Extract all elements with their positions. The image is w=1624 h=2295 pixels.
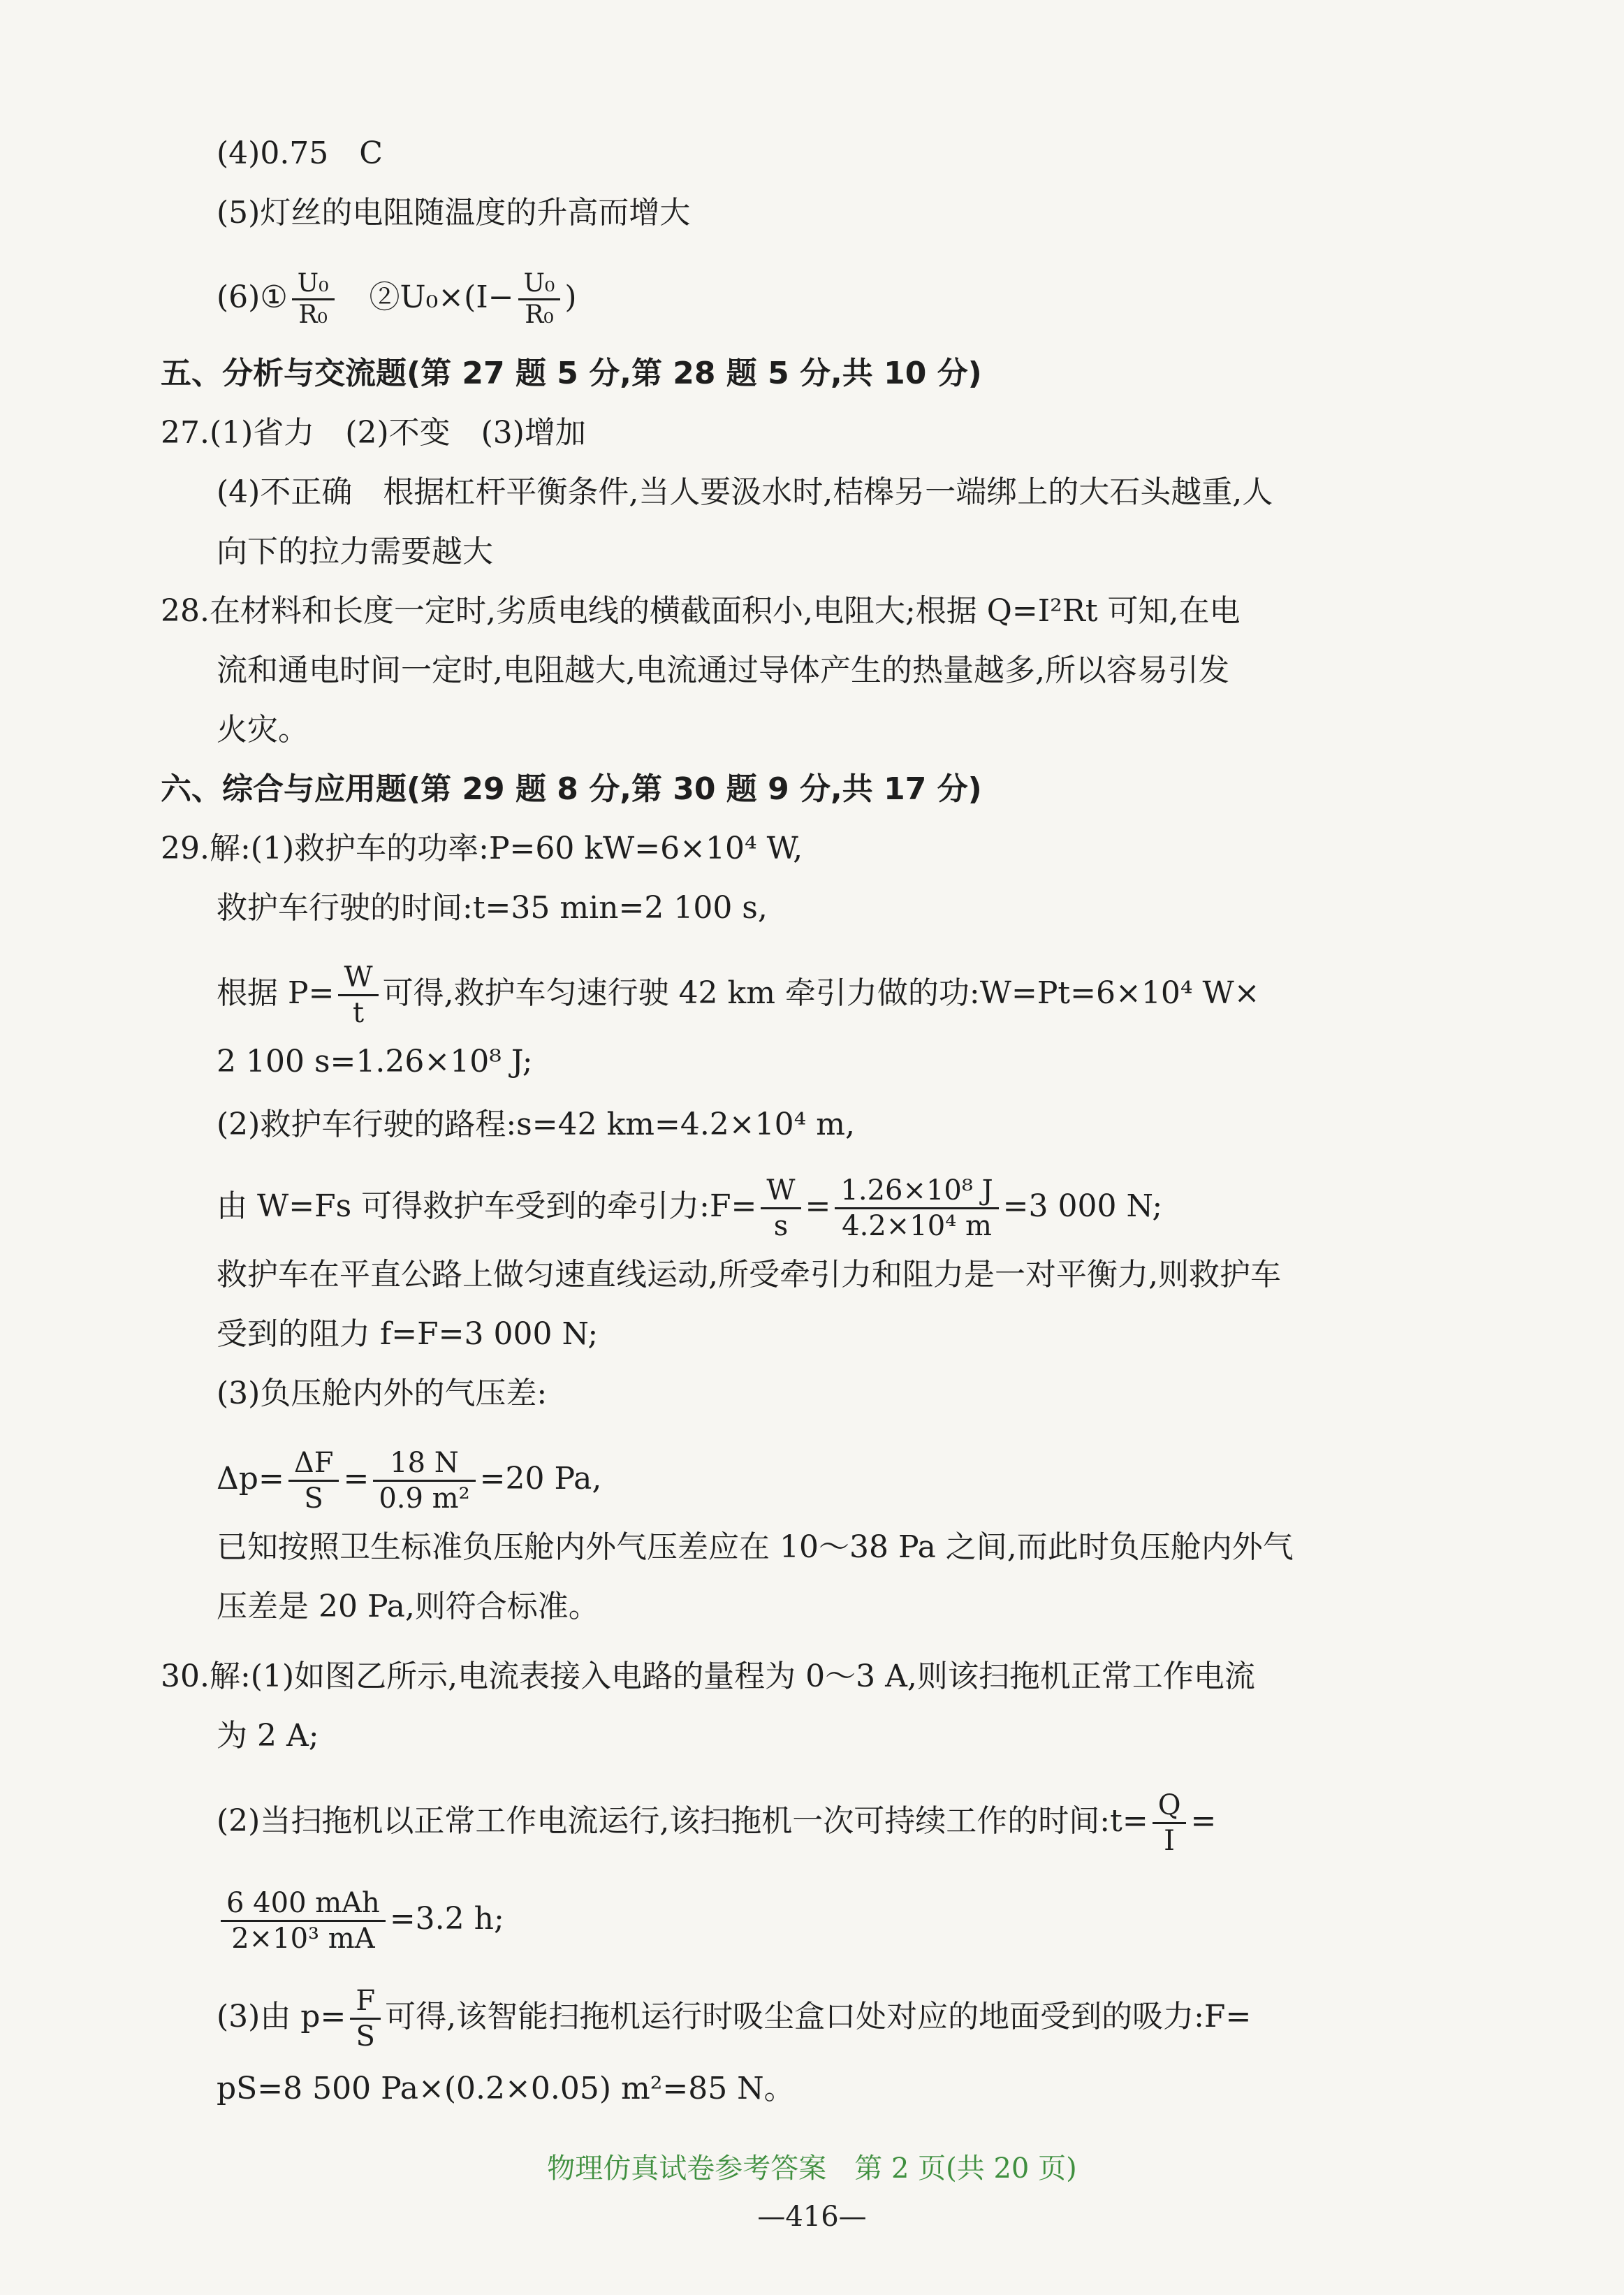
fraction-u0-r0: $\frac{\text{U₀}}{\text{R₀}}$ <box>292 269 335 330</box>
q29-line-8: 受到的阻力 f=F=3 000 N; <box>217 1316 599 1352</box>
q29-line-5: (2)救护车行驶的路程:s=42 km=4.2×10⁴ m, <box>217 1107 855 1142</box>
q28-line-1: 28.在材料和长度一定时,劣质电线的横截面积小,电阻大;根据 Q=I²Rt 可知,在电 <box>161 593 1241 629</box>
fraction-f-s: $\frac{F}{S}$ <box>350 1984 381 2053</box>
answer-4: (4)0.75 C <box>217 136 383 171</box>
q30-line-3: (2)当扫拖机以正常工作电流运行,该扫拖机一次可持续工作的时间:t= $\frac{Q}{I}$ = <box>217 1789 1217 1857</box>
q29-line-3: 根据 P= $\frac{W}{t}$ 可得,救护车匀速行驶 42 km 牵引力做的功:W=Pt=6×10⁴ W× <box>217 961 1260 1029</box>
answer-5: (5)灯丝的电阻随温度的升高而增大 <box>217 195 691 231</box>
footer-title: 物理仿真试卷参考答案 第 2 页(共 20 页) <box>547 2152 1077 2185</box>
section-6-heading: 六、综合与应用题(第 29 题 8 分,第 30 题 9 分,共 17 分) <box>161 771 982 807</box>
q27-line-3: 向下的拉力需要越大 <box>217 534 493 569</box>
q29-line-7: 救护车在平直公路上做匀速直线运动,所受牵引力和阻力是一对平衡力,则救护车 <box>217 1257 1281 1292</box>
q30-line-1: 30.解:(1)如图乙所示,电流表接入电路的量程为 0～3 A,则该扫拖机正常工作电流 <box>161 1659 1255 1694</box>
fraction-df-s: $\frac{\Delta F}{S}$ <box>288 1446 339 1515</box>
q30-line-6: pS=8 500 Pa×(0.2×0.05) m²=85 N。 <box>217 2071 795 2106</box>
q28-line-3: 火灾。 <box>217 712 309 748</box>
q29-line-12: 压差是 20 Pa,则符合标准。 <box>217 1589 599 1624</box>
section-5-heading: 五、分析与交流题(第 27 题 5 分,第 28 题 5 分,共 10 分) <box>161 356 982 391</box>
q29-line-11: 已知按照卫生标准负压舱内外气压差应在 10～38 Pa 之间,而此时负压舱内外气 <box>217 1529 1294 1565</box>
q29-line-6: 由 W=Fs 可得救护车受到的牵引力:F= $\frac{W}{s}$ = $\frac{\text{1.26×10⁸ J}}{\text{4.2×10⁴ m}}$ =3 000 N; <box>217 1174 1163 1242</box>
fraction-force-area: $\frac{18 N}{\text{0.9 m²}}$ <box>373 1446 475 1515</box>
page-number: —416— <box>757 2201 867 2233</box>
fraction-u0-r0-2: $\frac{\text{U₀}}{\text{R₀}}$ <box>518 269 561 330</box>
fraction-capacity-current: $\frac{\text{6 400 mAh}}{\text{2×10³ mA}}$ <box>221 1886 386 1955</box>
q29-line-4: 2 100 s=1.26×10⁸ J; <box>217 1044 533 1079</box>
q30-line-2: 为 2 A; <box>217 1718 319 1754</box>
q29-line-10: Δp= $\frac{\Delta F}{S}$ = $\frac{18 N}{\text{0.9 m²}}$ =20 Pa, <box>217 1447 602 1515</box>
q29-line-9: (3)负压舱内外的气压差: <box>217 1376 548 1411</box>
fraction-q-i: $\frac{Q}{I}$ <box>1153 1788 1187 1858</box>
q27-line-2: (4)不正确 根据杠杆平衡条件,当人要汲水时,桔槔另一端绑上的大石头越重,人 <box>217 474 1273 510</box>
fraction-work-distance: $\frac{\text{1.26×10⁸ J}}{\text{4.2×10⁴ m}}$ <box>835 1174 998 1243</box>
q30-line-5: (3)由 p= $\frac{F}{S}$ 可得,该智能扫拖机运行时吸尘盒口处对应的地面受到的吸力:F= <box>217 1985 1252 2053</box>
q29-line-1: 29.解:(1)救护车的功率:P=60 kW=6×10⁴ W, <box>161 831 803 866</box>
q30-line-4: $\frac{\text{6 400 mAh}}{\text{2×10³ mA}}$ =3.2 h; <box>0 1886 1624 1955</box>
q28-line-2: 流和通电时间一定时,电阻越大,电流通过导体产生的热量越多,所以容易引发 <box>217 653 1229 688</box>
fraction-w-s: $\frac{W}{s}$ <box>761 1174 800 1243</box>
q27-line-1: 27.(1)省力 (2)不变 (3)增加 <box>161 415 586 451</box>
answer-6: (6)① $\frac{\text{U₀}}{\text{R₀}}$ ②U₀×(I− $\frac{\text{U₀}}{\text{R₀}}$ ) <box>217 269 577 329</box>
fraction-w-t: $\frac{W}{t}$ <box>338 961 378 1030</box>
q29-line-2: 救护车行驶的时间:t=35 min=2 100 s, <box>217 890 768 926</box>
